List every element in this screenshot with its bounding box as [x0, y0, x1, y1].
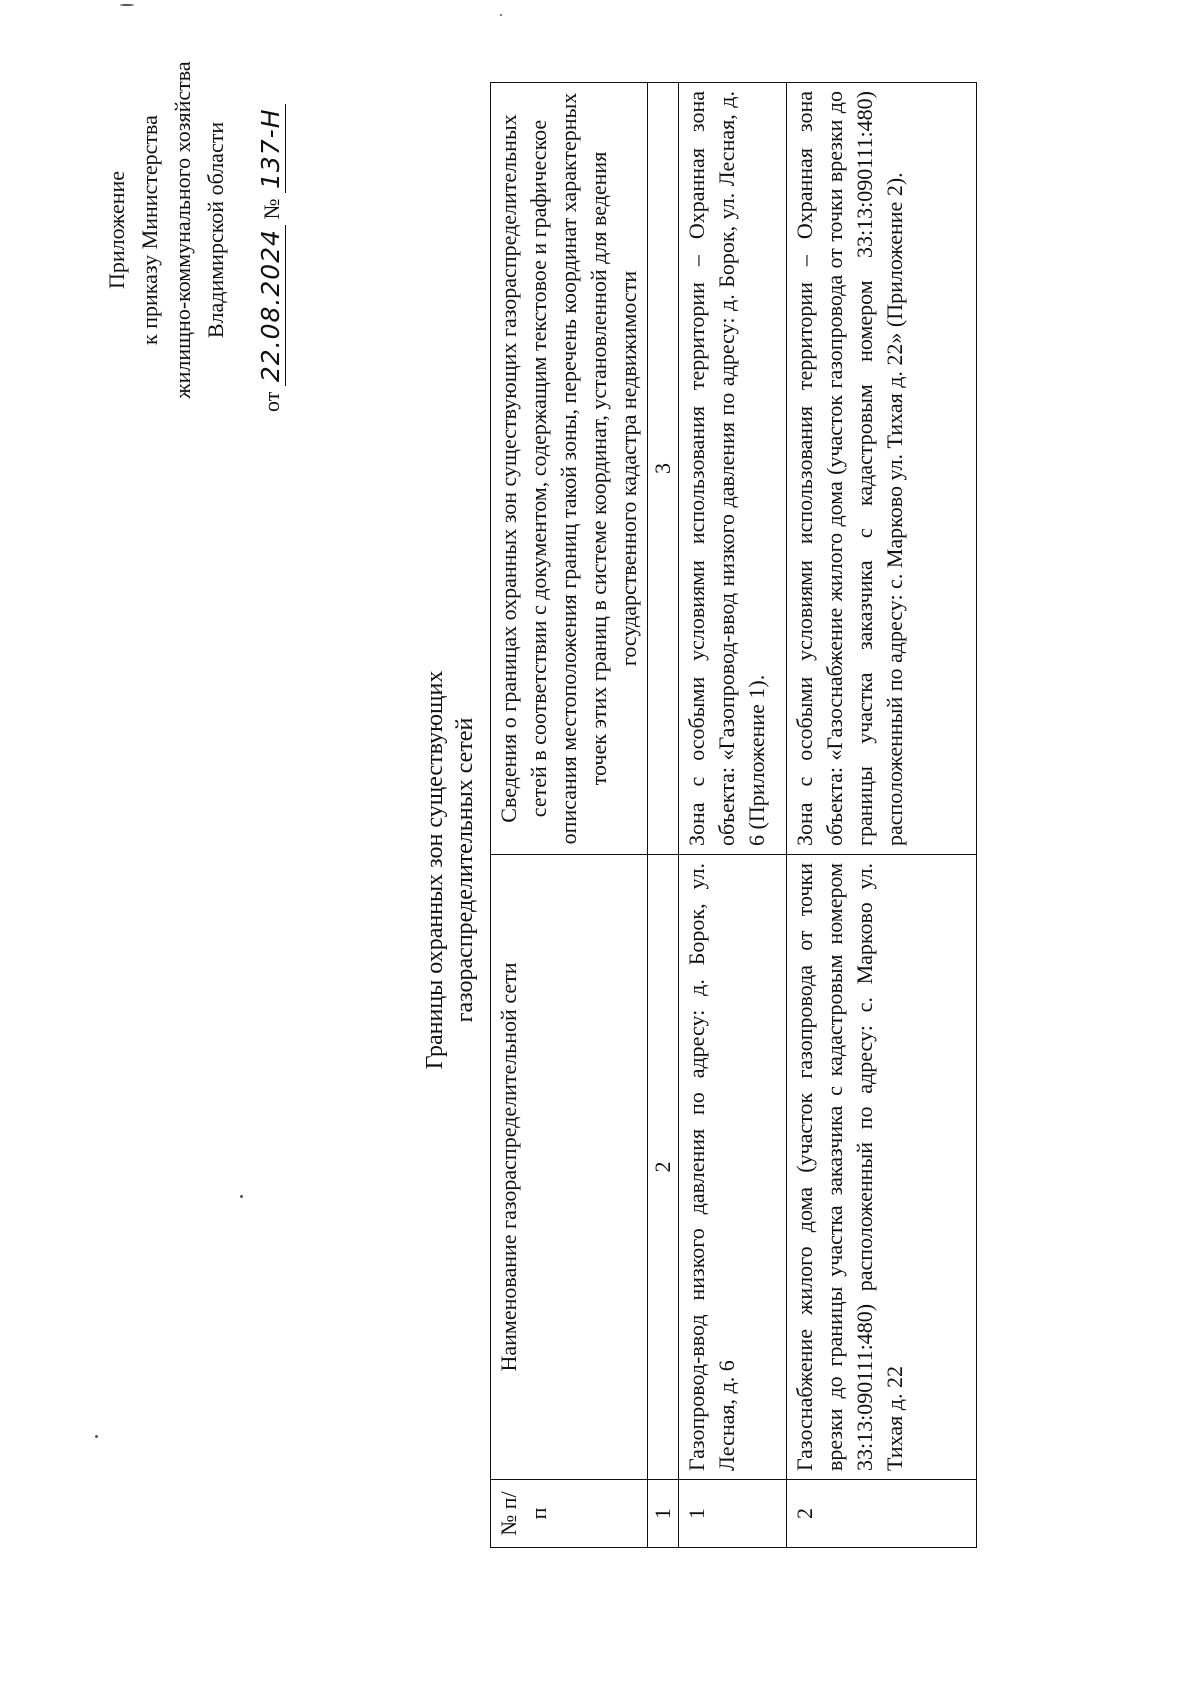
- table-header-row: [491, 83, 648, 1548]
- title-line: газораспределительных сетей: [452, 717, 478, 1023]
- scan-speck: [95, 1435, 98, 1438]
- approval-line: Приложение: [104, 170, 129, 290]
- scan-speck: [240, 1195, 243, 1198]
- table-row: [787, 83, 977, 1548]
- title-line: Границы охранных зон существующих: [422, 670, 448, 1070]
- approval-line: к приказу Министерства: [137, 115, 162, 345]
- column-number-row: [648, 83, 679, 1548]
- column-number: 1: [648, 1480, 679, 1548]
- column-number: 2: [648, 855, 679, 1480]
- approval-line: жилищно-коммунального хозяйства: [170, 61, 195, 399]
- rotated-document-page: [30, 40, 1180, 1640]
- zone-info: Зона с особыми условиями использования территории – Охранная зона объекта: «Газопровод-ввод низкого давления по адресу: д. Борок, ул. Лесная, д. 6 (Приложение 1).: [679, 83, 787, 855]
- date-prefix: от: [259, 391, 284, 412]
- number-prefix: №: [259, 198, 284, 220]
- header-network-name: Наименование газораспределительной сети: [491, 855, 648, 1480]
- handwritten-order-number: 137-Н: [256, 104, 286, 193]
- column-number: 3: [648, 83, 679, 855]
- network-name: Газоснабжение жилого дома (участок газопровода от точки врезки до границы участка заказчика с кадастровым номером 33:13:090111:480) расположенный по адресу: с. Марково ул. Тихая д. 22: [787, 855, 977, 1480]
- zone-info: Зона с особыми условиями использования территории – Охранная зона объекта: «Газоснабжение жилого дома (участок газопровода от точки врезки до границы участка заказчика с кадастровым номером 33:13:090111:480) расположенный по адресу: с. Марково ул. Тихая д. 22» (Приложение 2).: [787, 83, 977, 855]
- zones-table: [490, 82, 977, 1548]
- row-number: 2: [787, 1480, 977, 1548]
- approval-date-line: [254, 40, 288, 420]
- header-zone-info: Сведения о границах охранных зон существующих газораспределительных сетей в соответствии с документом, содержащим текстовое и графическое описания местоположения границ такой зоны, перечень координат характерных точек этих границ в системе координат, установленной для ведения государственного кадастра недвижимости: [491, 83, 648, 855]
- row-number: 1: [679, 1480, 787, 1548]
- scan-speck: [500, 14, 502, 16]
- network-name: Газопровод-ввод низкого давления по адресу: д. Борок, ул. Лесная, д. 6: [679, 855, 787, 1480]
- document-title: [420, 430, 480, 1310]
- table-row: [679, 83, 787, 1548]
- header-number: № п/п: [491, 1480, 648, 1548]
- approval-block: [100, 40, 288, 420]
- approval-line: Владимирской области: [203, 121, 228, 339]
- scan-speck: [120, 4, 134, 6]
- handwritten-date: 22.08.2024: [256, 225, 286, 386]
